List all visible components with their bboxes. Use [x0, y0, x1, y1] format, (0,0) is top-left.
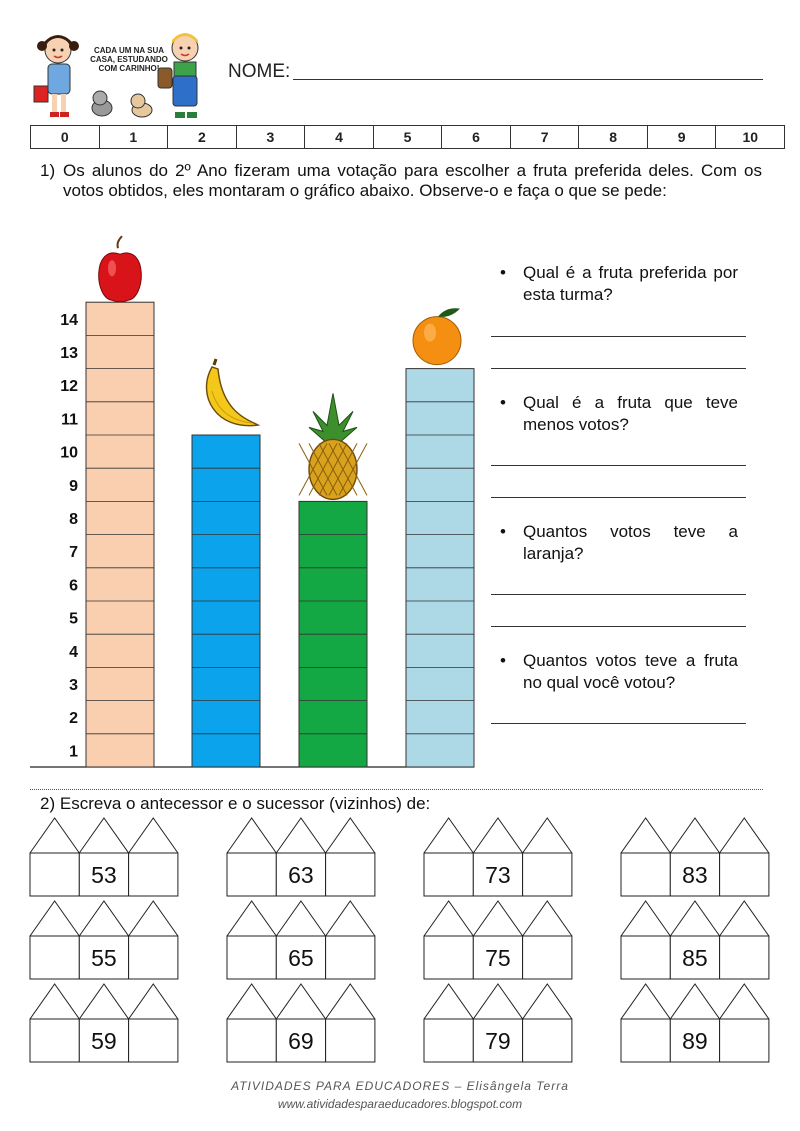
- house-roof: [227, 984, 276, 1019]
- y-tick-label: 4: [69, 643, 78, 661]
- house-group: [424, 984, 572, 1062]
- y-tick-label: 9: [69, 477, 78, 495]
- y-tick-label: 3: [69, 677, 78, 694]
- house-roof: [30, 818, 79, 853]
- logo-caption-line: CASA, ESTUDANDO: [90, 55, 168, 64]
- successor-box[interactable]: [326, 853, 375, 896]
- successor-box[interactable]: [129, 936, 178, 979]
- house-roof: [79, 818, 128, 853]
- house-number: 89: [682, 1028, 708, 1054]
- successor-box[interactable]: [326, 936, 375, 979]
- successor-box[interactable]: [129, 1019, 178, 1062]
- predecessor-box[interactable]: [30, 853, 79, 896]
- number-line-cell: 1: [100, 126, 169, 148]
- y-tick-label: 5: [69, 610, 78, 628]
- question-text: Os alunos do 2º Ano fizeram uma votação para escolher a fruta preferida deles. Com os votos obtidos, eles montaram o gráfico abaixo. Observe-o e faça o que se pede:: [63, 161, 762, 200]
- house-roof: [670, 901, 719, 936]
- house-group: [424, 901, 572, 979]
- y-tick-label: 7: [69, 544, 78, 562]
- number-line-cell: 8: [579, 126, 648, 148]
- predecessor-box[interactable]: [621, 853, 670, 896]
- question-text: Escreva o antecessor e o sucessor (vizinhos) de:: [59, 794, 431, 813]
- bullet: •: [500, 393, 506, 412]
- y-tick-label: 12: [60, 378, 78, 396]
- house-roof: [79, 984, 128, 1019]
- y-tick-label: 2: [69, 710, 78, 728]
- number-line-cell: 5: [374, 126, 443, 148]
- footer-url: www.atividadesparaeducadores.blogspot.com: [277, 1097, 523, 1111]
- successor-box[interactable]: [720, 853, 769, 896]
- predecessor-box[interactable]: [30, 936, 79, 979]
- house-number: 65: [288, 945, 314, 971]
- house-roof: [276, 818, 325, 853]
- y-tick-label: 1: [69, 743, 78, 761]
- house-roof: [326, 818, 375, 853]
- house-number: 79: [485, 1028, 511, 1054]
- number-line-cell: 10: [742, 129, 759, 145]
- successor-box[interactable]: [523, 1019, 572, 1062]
- house-roof: [473, 901, 522, 936]
- y-tick-label: 14: [60, 311, 78, 329]
- house-roof: [670, 984, 719, 1019]
- house-group: [621, 818, 769, 896]
- house-group: [30, 984, 178, 1062]
- house-roof: [326, 901, 375, 936]
- house-roof: [720, 901, 769, 936]
- side-question-text: Qual é a fruta preferida por esta turma?: [523, 263, 738, 304]
- side-question-text: Quantos votos teve a fruta no qual você votou?: [523, 651, 738, 692]
- side-question-text: Quantos votos teve a laranja?: [523, 522, 738, 563]
- predecessor-box[interactable]: [227, 936, 276, 979]
- house-roof: [473, 818, 522, 853]
- house-roof: [79, 901, 128, 936]
- house-roof: [30, 901, 79, 936]
- house-roof: [621, 984, 670, 1019]
- number-line-cell: 0: [31, 126, 100, 148]
- number-line-cell: 3: [237, 126, 306, 148]
- house-number: 73: [485, 862, 511, 888]
- successor-box[interactable]: [523, 853, 572, 896]
- house-number: 59: [91, 1028, 117, 1054]
- house-roof: [523, 984, 572, 1019]
- house-number: 53: [91, 862, 117, 888]
- logo-caption-line: CADA UM NA SUA: [93, 46, 165, 55]
- house-roof: [129, 901, 178, 936]
- house-roof: [276, 901, 325, 936]
- house-number: 75: [485, 945, 511, 971]
- footer-credit: ATIVIDADES PARA EDUCADORES – Elisângela Terra: [231, 1079, 569, 1093]
- house-group: [621, 901, 769, 979]
- question-number: 1): [40, 161, 56, 180]
- house-roof: [720, 984, 769, 1019]
- house-roof: [621, 901, 670, 936]
- house-roof: [227, 818, 276, 853]
- house-roof: [523, 818, 572, 853]
- house-number: 85: [682, 945, 708, 971]
- successor-box[interactable]: [326, 1019, 375, 1062]
- house-group: [30, 901, 178, 979]
- predecessor-box[interactable]: [424, 853, 473, 896]
- successor-box[interactable]: [523, 936, 572, 979]
- house-roof: [670, 818, 719, 853]
- house-number: 63: [288, 862, 314, 888]
- predecessor-box[interactable]: [30, 1019, 79, 1062]
- bullet: •: [500, 651, 506, 670]
- house-roof: [129, 984, 178, 1019]
- house-roof: [276, 984, 325, 1019]
- number-line-cell: 9: [648, 126, 717, 148]
- house-group: [227, 901, 375, 979]
- y-tick-label: 10: [60, 444, 78, 462]
- y-tick-label: 6: [69, 577, 78, 595]
- house-roof: [473, 984, 522, 1019]
- y-tick-label: 11: [61, 411, 78, 429]
- house-number: 83: [682, 862, 708, 888]
- number-line-cell: 6: [442, 126, 511, 148]
- side-question-text: Qual é a fruta que teve menos votos?: [523, 393, 738, 434]
- house-group: [621, 984, 769, 1062]
- predecessor-box[interactable]: [424, 1019, 473, 1062]
- house-group: [424, 818, 572, 896]
- house-roof: [129, 818, 178, 853]
- successor-box[interactable]: [720, 936, 769, 979]
- y-tick-label: 13: [60, 345, 78, 362]
- question-number: 2): [40, 794, 56, 813]
- number-line-cell: 7: [511, 126, 580, 148]
- y-tick-label: 8: [69, 511, 78, 528]
- successor-box[interactable]: [720, 1019, 769, 1062]
- predecessor-box[interactable]: [424, 936, 473, 979]
- house-roof: [326, 984, 375, 1019]
- predecessor-box[interactable]: [227, 1019, 276, 1062]
- house-group: [227, 818, 375, 896]
- bullet: •: [500, 263, 506, 282]
- predecessor-box[interactable]: [621, 936, 670, 979]
- house-roof: [720, 818, 769, 853]
- name-label: NOME:: [228, 61, 291, 82]
- house-number: 55: [91, 945, 117, 971]
- successor-box[interactable]: [129, 853, 178, 896]
- house-roof: [424, 818, 473, 853]
- house-group: [227, 984, 375, 1062]
- predecessor-box[interactable]: [227, 853, 276, 896]
- bullet: •: [500, 522, 506, 541]
- number-line-cell: 4: [305, 126, 374, 148]
- house-roof: [621, 818, 670, 853]
- house-roof: [424, 901, 473, 936]
- number-line-cell: 2: [168, 126, 237, 148]
- predecessor-box[interactable]: [621, 1019, 670, 1062]
- house-group: [30, 818, 178, 896]
- house-number: 69: [288, 1028, 314, 1054]
- house-roof: [523, 901, 572, 936]
- house-roof: [227, 901, 276, 936]
- logo-caption-line: COM CARINHO!: [98, 64, 160, 73]
- house-roof: [30, 984, 79, 1019]
- house-roof: [424, 984, 473, 1019]
